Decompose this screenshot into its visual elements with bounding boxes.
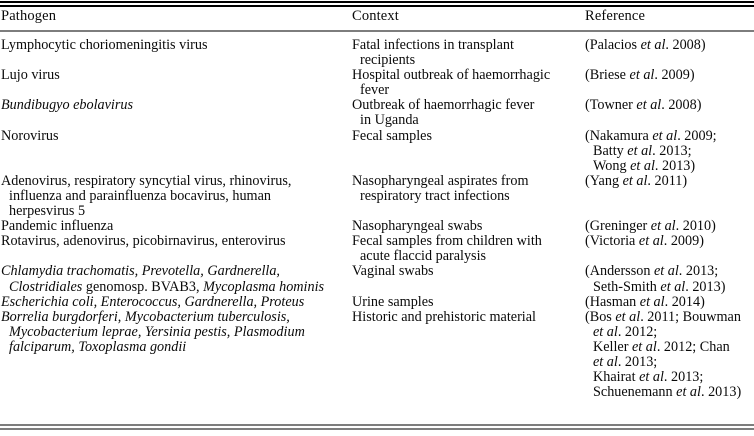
cell-pathogen: Rotavirus, adenovirus, picobirnavirus, enterovirus [1,233,286,250]
table-row [0,129,754,174]
table-bottom-rule-inner [0,424,754,426]
table-top-rule-outer [0,1,754,3]
table-row [0,98,754,128]
cell-reference: (Briese et al. 2009) [585,67,695,84]
table-top-rule-inner [0,5,754,7]
cell-context: Nasopharyngeal aspirates from respiratory tract infections [352,172,529,204]
cell-pathogen: Adenovirus, respiratory syncytial virus, rhinovirus, influenza and parainfluenza bocavirus, human herpesvirus 5 [1,172,292,220]
cell-context: Urine samples [352,293,434,310]
table-row [0,174,754,219]
cell-pathogen: Pandemic influenza [1,218,114,235]
cell-context: Fecal samples [352,127,432,144]
cell-reference: (Victoria et al. 2009) [585,233,704,250]
cell-pathogen: Borrelia burgdorferi, Mycobacterium tuberculosis, Mycobacterium leprae, Yersinia pestis, Plasmodium falciparum, Toxoplasma gondii [1,308,305,355]
table-row [0,295,754,310]
cell-reference: (Yang et al. 2011) [585,172,688,189]
cell-context: Fecal samples from children with acute flaccid paralysis [352,233,542,265]
cell-context: Historic and prehistoric material [352,308,536,325]
cell-pathogen: Norovirus [1,127,59,144]
table-header-row [0,9,754,24]
column-header-reference: Reference [585,8,646,24]
cell-pathogen: Escherichia coli, Enterococcus, Gardnerella, Proteus [1,293,305,310]
table-row [0,264,754,294]
cell-pathogen: Bundibugyo ebolavirus [1,97,134,114]
table-body [0,38,754,400]
cell-context: Outbreak of haemorrhagic fever in Uganda [352,97,535,129]
table-bottom-rule-outer [0,428,754,430]
cell-reference: (Bos et al. 2011; Bouwman et al. 2012; Keller et al. 2012; Chan et al. 2013; Khairat et al. 2013; Schuenemann et al. 2013) [585,308,742,401]
column-header-context: Context [352,8,399,24]
cell-pathogen: Chlamydia trachomatis, Prevotella, Gardnerella, Clostridiales genomosp. BVAB3, Mycoplasma hominis [1,263,325,295]
cell-context: Vaginal swabs [352,263,434,280]
cell-context: Nasopharyngeal swabs [352,218,483,235]
cell-context: Fatal infections in transplant recipients [352,37,514,69]
table-row [0,310,754,401]
table-header-underline [0,30,754,32]
cell-pathogen: Lymphocytic choriomeningitis virus [1,37,208,53]
cell-reference: (Hasman et al. 2014) [585,293,705,310]
cell-context: Hospital outbreak of haemorrhagic fever [352,67,551,99]
cell-reference: (Nakamura et al. 2009; Batty et al. 2013; Wong et al. 2013) [585,127,717,174]
table-row [0,219,754,234]
table-row [0,68,754,98]
cell-pathogen: Lujo virus [1,67,60,84]
table-row [0,234,754,264]
cell-reference: (Palacios et al. 2008) [585,37,706,53]
cell-reference: (Andersson et al. 2013; Seth-Smith et al. 2013) [585,263,726,295]
cell-reference: (Towner et al. 2008) [585,97,702,114]
cell-reference: (Greninger et al. 2010) [585,218,716,235]
column-header-pathogen: Pathogen [1,8,57,24]
table-row [0,38,754,68]
